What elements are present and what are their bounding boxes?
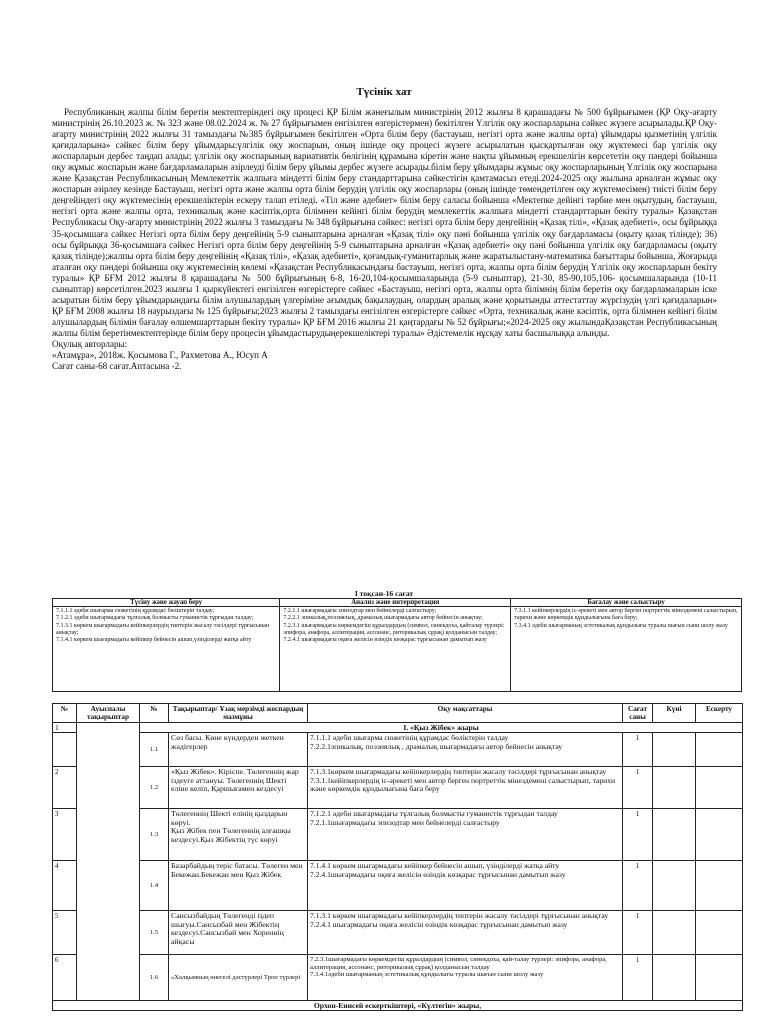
objective-item: 7.2.1.1 шығармадағы эпизодтар мен бейнелерді салғастыру; [283, 608, 437, 615]
objective-line: 7.2.2.1эпикалық, поэзиялық , драмалық шығармадағы автор бейнесін анықтау [310, 741, 563, 751]
objectives-header-understanding: Түсіну және жауап беру [53, 599, 280, 607]
lesson-topic: Сансызбайдың Төлегенді іздеп шығуы.Сансызбай мен Жібектің кездесуі.Сансызбай мен Хореннің айқасы [169, 911, 308, 955]
lesson-notes [696, 809, 743, 861]
hours-line: Сағат саны-68 сағат.Аптасына -2. [52, 361, 182, 372]
row-num: 4 [53, 861, 77, 911]
row-num: 5 [53, 911, 77, 955]
header-objectives: Оқу мақсаттары [308, 704, 623, 723]
header-hours: Сағат саны [623, 704, 653, 723]
intro-paragraph: Республиканың жалпы білім беретін мектептеріндегі оқу процесі ҚР Білім жәнеғылым министрінің 2012 жылғы 8 қарашадағы № 500 бұйрығымен (ҚР Оқу-ағарту министрінің 26.10.2023 ж. № 323 және 08.02.2024 ж. № 27 бұйрығымен енгізілген өзгерістермен) бекітілген Үлгілік оқу жоспарларына сәйкес жүзеге асырылады.ҚР Оқу-ағарту министрінің 2022 жылғы 31 тамыздағы №385 бұйрығымен бекітілген «Орта білім беру (бастауыш, негізгі орта және жалпы орта) ұйымдары қызметінің үлгілік қағидаларына» сәйкес білім беру ұйымдары:үлгілік оқу жоспарын, оның ішінде оқу процесі жүзеге асырылатын қысқартылған оқу жүктемесі бар үлгілік оқу жоспарларын дербес таңдап алады; үлгілік оқу жоспарының вариативтік бөлігінің құрамына кіретін және нақты ұйымның ерекшелігін көрсететін оқу пәндері бойынша оқу жұмыс жоспарын және бағдарламаларын әзірлеуді білім беру ұйымы дербес жүзеге асырады.білім беру ұйымдары жұмыс оқу жоспарларының Үлгілік оқу жоспарына және Қазақстан Республикасының Мемлекеттік жалпыға міндетті білім беру стандарттарына сәйкестігін қамтамасыз етеді.2024-2025 оқу жылына арналған жұмыс оқу жоспарын әзірлеу кезінде Бастауыш, негізгі орта және жалпы орта білім берудің үлгілік оқу жоспарлары (оның ішінде төмендетілген оқу жүктемесімен) тиісті білім беру деңгейіндегі оқу жүктемесінің ерекшеліктерін ескеру талап етіледі. «Тіл және әдебиет» білім беру саласы бойынша «Мектепке дейінгі тәрбие мен оқытудың, бастауыш, негізгі орта және жалпы орта, техникалық және кәсіптік,орта білімнен кейінгі білім берудің мемлекеттік жалпыға міндетті стандарттарын бекіту туралы» Қазақстан Республикасы Оқу-ағарту министрінің 2022 жылғы 3 тамыздағы № 348 бұйрығына сәйкес: негізгі орта білім беру деңгейінің «Қазақ тілі», «Қазақ әдебиеті», осы бұйрыққа 35-қосымшаға сәйкес Негізгі орта білім беру деңгейінің 5-9 сыныптарына арналған «Қазақ тілі» оқу пәні бойынша үлгілік оқу бағдарламасы (оқыту қазақ тілінде); 36) осы бұйрыққа 36-қосымшаға сәйкес Негізгі орта білім беру деңгейінің 5-9 сыныптарына арналған «Қазақ әдебиеті» оқу пәні бойынша үлгілік оқу бағдарламасы (оқыту қазақ тілінде);жалпы орта білім беру деңгейінің «Қазақ тілі», «Қазақ әдебиеті», қоғамдық-гуманитарлық және жаратылыстану-математика бағыттары бойынша, Жоғарыда аталған оқу пәндері бойынша оқу жүктемесінің көлемі «Қазақстан Республикасындағы бастауыш, негізгі орта, жалпы орта білім берудің Үлгілік оқу жоспарларын бекіту туралы» ҚР БҒМ 2012 жылғы 8 қарашадағы № 500 бұйрығының 6-8, 16-20,104-қосымшаларында (5-9 сыныптар), 21-30, 85-90,105,106- қосымшаларында (10-11 сыныптар) көрсетілген.2023 жылғы 1 қыркүйектегі енгізілген өзгерістерге сәйкес «Бастауыш, негізгі орта, жалпы орта білімнің білім беретін оқу бағдарламаларын іске асыратын білім беру ұйымдарындағы білім алушылардың үлгеріміне ағымдық бақылаудың, олардың аралық және қорытынды аттестаттау жүргізудің үлгі қағидаларын» ҚР БҒМ 2008 жылғы 18 наурыздағы № 125 бұйрығы;2023 жылғы 2 тамыздағы енгізілген өзгерістерге сәйкес «Орта, техникалық және кәсіптік, орта білімнен кейінгі білім алушылардың білімін бағалау өлшемшарттарын бекіту туралы» ҚР БҒМ 2016 жылғы 21 қаңтардағы № 52 бұйрығы;«2024-2025 оқу жылындаҚазақстан Республикасының жалпы білім беретінмектептерінде білім беру процесін ұйымдастырудыңерекшеліктері туралы» Әдістемелік нұсқау хаты басшылыққа алынды. [52, 107, 717, 338]
lesson-date [653, 955, 696, 1001]
lesson-topic: «Қыз Жібек». Кіріспе. Төлегеннің жар іздеуге аттануы. Төлегеннің Шекті еліне келіп, Қаршығамен кездесуі [169, 767, 308, 809]
objective-line: 7.1.4.1 көркем шығармадағы кейіпкер бейнесін ашып, үзінділерді жатқа айту [310, 861, 560, 870]
objective-item: 7.1.1.1 әдеби шығарма сюжетінің құрамдас бөліктерін талдау; [56, 608, 215, 615]
objectives-header-analysis: Анализ және интерпретация [280, 599, 511, 607]
lesson-objectives [308, 911, 623, 955]
lesson-date [653, 809, 696, 861]
row-num: 6 [53, 955, 77, 1001]
quarter-objectives-table [52, 598, 742, 692]
objectives-cell-understanding [53, 607, 280, 692]
header-num: № [53, 704, 77, 723]
lesson-number: 1.5 [140, 911, 169, 955]
lesson-notes [696, 861, 743, 911]
objective-line: 7.3.4.1әдеби шығарманың эстетикалық құндылығы туралы шағын сыни шолу жазу [310, 971, 544, 979]
section-header: Орхон-Енисей ескерткіштері, «Күлтегін» жыры, [53, 1001, 743, 1011]
explanatory-note-body [52, 107, 717, 372]
lesson-objectives [308, 809, 623, 861]
lesson-hours: 1 [623, 861, 653, 911]
quarter-title: I тоқсан-16 сағат [354, 589, 414, 598]
objective-line: 7.2.3.1шығармадағы көркемдегіш құралдардың (символ, синекдоха, қай-талау түрлері: эпифора, анафора, аллитерация, ассонанс, риторикалық сұрақ) қолданысын талдау [310, 956, 607, 971]
lesson-date [653, 733, 696, 767]
row-num-spacer [53, 733, 77, 767]
objective-line: 7.2.1.1шығармадағы эпизодтар мен бейнелерді салғастыру [310, 817, 500, 827]
lesson-notes [696, 767, 743, 809]
objective-item: 7.2.2.1 эпикалық,поэзиялық, драмалық шығармадағы автор бейнесін анықтау; [283, 615, 483, 622]
objective-line: 7.1.2.1 әдеби шығармадағы тұлғалық болмысты гуманистік тұрғыдан талдау [310, 809, 558, 818]
objective-item: 7.2.4.1 шығармадағы оқиға желісін өзіндік көзқарас тұрғысынан дамытып жазу [283, 637, 487, 644]
objective-line: 7.2.4.1шығармадағы оқиға желісін өзіндік көзқарас тұрғысынан дамытып жазу [310, 869, 566, 879]
objective-line: 7.1.3.1көркем шығармадағы кейіпкерлердің типтерін жасалу тәсілдері тұрғысынан анықтау [310, 767, 607, 776]
objective-item: 7.1.3.1 көркем шығармадағы кейіпкерлердің типтерін жасалу тәсілдері тұрғысынан анықтау; [56, 622, 270, 636]
objective-line: 7.2.4.1 шығармадағы оқиға желісін өзіндік көзқарас тұрғысынан дамытып жазу [310, 919, 568, 929]
lesson-number: 1.6 [140, 955, 169, 1001]
header-cross-topics: Ауыспалы тақырыптар [77, 704, 140, 723]
authors-line: «Атамұра», 2018ж. Қосымова Г., Рахметова А., Юсуп А [52, 350, 268, 361]
lesson-hours: 1 [623, 955, 653, 1001]
section-header: I. «Қыз Жібек» жыры [140, 723, 743, 733]
objective-item: 7.3.4.1 әдеби шығарманың эстетикалық құндылығы туралы шағын сыни шолу жазу [514, 622, 728, 629]
lesson-number: 1.3 [140, 809, 169, 861]
objectives-header-evaluation: Бағалау және салыстыру [511, 599, 742, 607]
lesson-notes [696, 733, 743, 767]
lesson-objectives [308, 955, 623, 1001]
row-num: 2 [53, 767, 77, 809]
lesson-date [653, 767, 696, 809]
lesson-hours: 1 [623, 733, 653, 767]
header-sub-num: № [140, 704, 169, 723]
lesson-date [653, 911, 696, 955]
header-topic: Тақырыптар/ Ұзақ мерзімді жоспардың мазмұны [169, 704, 308, 723]
header-notes: Ескерту [696, 704, 743, 723]
lesson-objectives [308, 767, 623, 809]
lesson-plan-table [52, 703, 743, 1011]
document-title: Түсінік хат [356, 86, 412, 98]
lesson-number: 1.4 [140, 861, 169, 911]
lesson-hours: 1 [623, 911, 653, 955]
lesson-topic: «Халқымның өнегелі дәстүрлері Троп түрлері [169, 955, 308, 1001]
objective-line: 7.1.1.1 әдеби шығарма сюжетінің құрамдас бөліктерін талдау [310, 733, 509, 742]
lesson-hours: 1 [623, 809, 653, 861]
lesson-topic: Төлегеннің Шекті елінің қыздарын көруі. Қыз Жібек пен Төлегеннің алғашқы кездесуі.Қыз Жібектің түс көруі [169, 809, 308, 861]
lesson-number: 1.2 [140, 767, 169, 809]
objective-item: 7.3.1.1 кейіпкерлердің іс-әрекеті мен автор берген портреттік мінездемені салыстырып, тарихи және көркемдік құндылығына баға беру; [514, 608, 738, 622]
lesson-topic: Сөз басы. Көне күндерден жеткен жәдігерлер [169, 733, 308, 767]
header-date: Күні [653, 704, 696, 723]
objectives-cell-analysis [280, 607, 511, 692]
lesson-topic: Базарбайдың теріс батасы. Төлеген мен Бекежан.Бекежан мен Қыз Жібек [169, 861, 308, 911]
row-num: 1 [53, 723, 77, 733]
lesson-notes [696, 955, 743, 1001]
objective-item: 7.1.4.1 көркем шығармадағы кейіпкер бейнесін ашып,үзінділерді жатқа айту [56, 637, 252, 644]
objective-line: 7.1.3.1 көркем шығармадағы кейіпкерлердің типтерін жасалу тәсілдері тұрғысынан анықтау [310, 911, 609, 920]
row-num: 3 [53, 809, 77, 861]
lesson-notes [696, 911, 743, 955]
lesson-date [653, 861, 696, 911]
objective-item: 7.1.2.1 әдеби шығармадағы тұлғалық болмысты гуманистік тұрғыдан талдау; [56, 615, 254, 622]
objectives-cell-evaluation [511, 607, 742, 692]
objective-item: 7.2.3.1 шығармадағы көркемдегіш құралдардың (символ, синекдоха, қайталау түрлері: эпифора, анафора, аллитерация, ассонанс, риторикалық сұрақ) қолданысын талдау; [283, 622, 505, 636]
lesson-hours: 1 [623, 767, 653, 809]
authors-label: Оқулық авторлары: [52, 338, 128, 349]
lesson-number: 1.1 [140, 733, 169, 767]
lesson-objectives [308, 733, 623, 767]
objective-line: 7.3.1.1кейіпкерлердің іс-әрекеті мен автор берген портреттік мінездемені салыстырып, тарихи және көркемдік құндылығына баға беру [310, 775, 616, 794]
lesson-objectives [308, 861, 623, 911]
cross-topics-cell [77, 723, 140, 1001]
